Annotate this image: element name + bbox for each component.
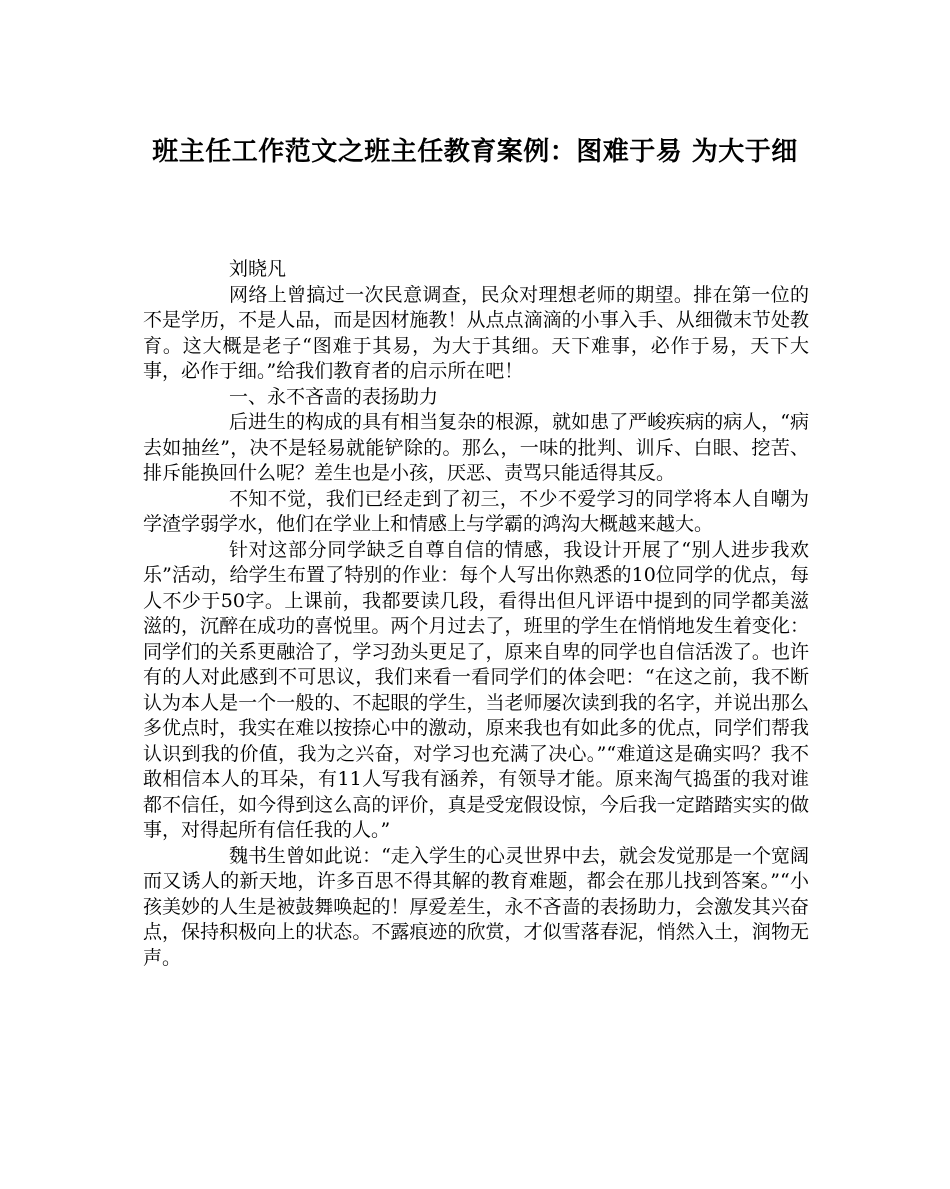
paragraph: 不知不觉，我们已经走到了初三，不少不爱学习的同学将本人自嘲为学渣学弱学水，他们在学业上和情感上与学霸的鸿沟大概越来越大。 bbox=[143, 487, 809, 535]
paragraph: 魏书生曾如此说：“走入学生的心灵世界中去，就会发觉那是一个宽阔而又诱人的新天地，许多百思不得其解的教育难题，都会在那儿找到答案。”“小孩美妙的人生是被鼓舞唤起的！厚爱差生，永不吝啬的表扬助力，会激发其兴奋点，保持积极向上的状态。不露痕迹的欣赏，才似雪落春泥，悄然入土，润物无声。 bbox=[143, 844, 809, 969]
document-title: 班主任工作范文之班主任教育案例：图难于易 为大于细 bbox=[152, 137, 798, 167]
section-heading: 一、永不吝啬的表扬助力 bbox=[229, 385, 439, 408]
paragraph: 针对这部分同学缺乏自尊自信的情感，我设计开展了“别人进步我欢乐”活动，给学生布置了特别的作业：每个人写出你熟悉的10位同学的优点，每人不少于50字。上课前，我都要读几段，看得出但凡评语中提到的同学都美滋滋的，沉醉在成功的喜悦里。两个月过去了，班里的学生在悄悄地发生着变化：同学们的关系更融洽了，学习劲头更足了，原来自卑的同学也自信活泼了。也许有的人对此感到不可思议，我们来看一看同学们的体会吧：“在这之前，我不断认为本人是一个一般的、不起眼的学生，当老师屡次读到我的名字，并说出那么多优点时，我实在难以按捺心中的激动，原来我也有如此多的优点，同学们帮我认识到我的价值，我为之兴奋，对学习也充满了决心。”“难道这是确实吗？我不敢相信本人的耳朵，有11人写我有涵养，有领导才能。原来淘气捣蛋的我对谁都不信任，如今得到这么高的评价，真是受宠假设惊，今后我一定踏踏实实的做事，对得起所有信任我的人。” bbox=[143, 538, 809, 841]
paragraph-intro: 网络上曾搞过一次民意调查，民众对理想老师的期望。排在第一位的不是学历，不是人品，而是因材施教！从点点滴滴的小事入手、从细微末节处教育。这大概是老子“图难于其易，为大于其细。天下难事，必作于易，天下大事，必作于细。”给我们教育者的启示所在吧！ bbox=[143, 283, 809, 382]
author-line: 刘晓凡 bbox=[229, 258, 287, 280]
document-body bbox=[143, 257, 809, 971]
paragraph: 后进生的构成的具有相当复杂的根源，就如患了严峻疾病的病人，“病去如抽丝”，决不是轻易就能铲除的。那么，一味的批判、训斥、白眼、挖苦、排斥能换回什么呢？差生也是小孩，厌恶、责骂只能适得其反。 bbox=[143, 411, 809, 484]
